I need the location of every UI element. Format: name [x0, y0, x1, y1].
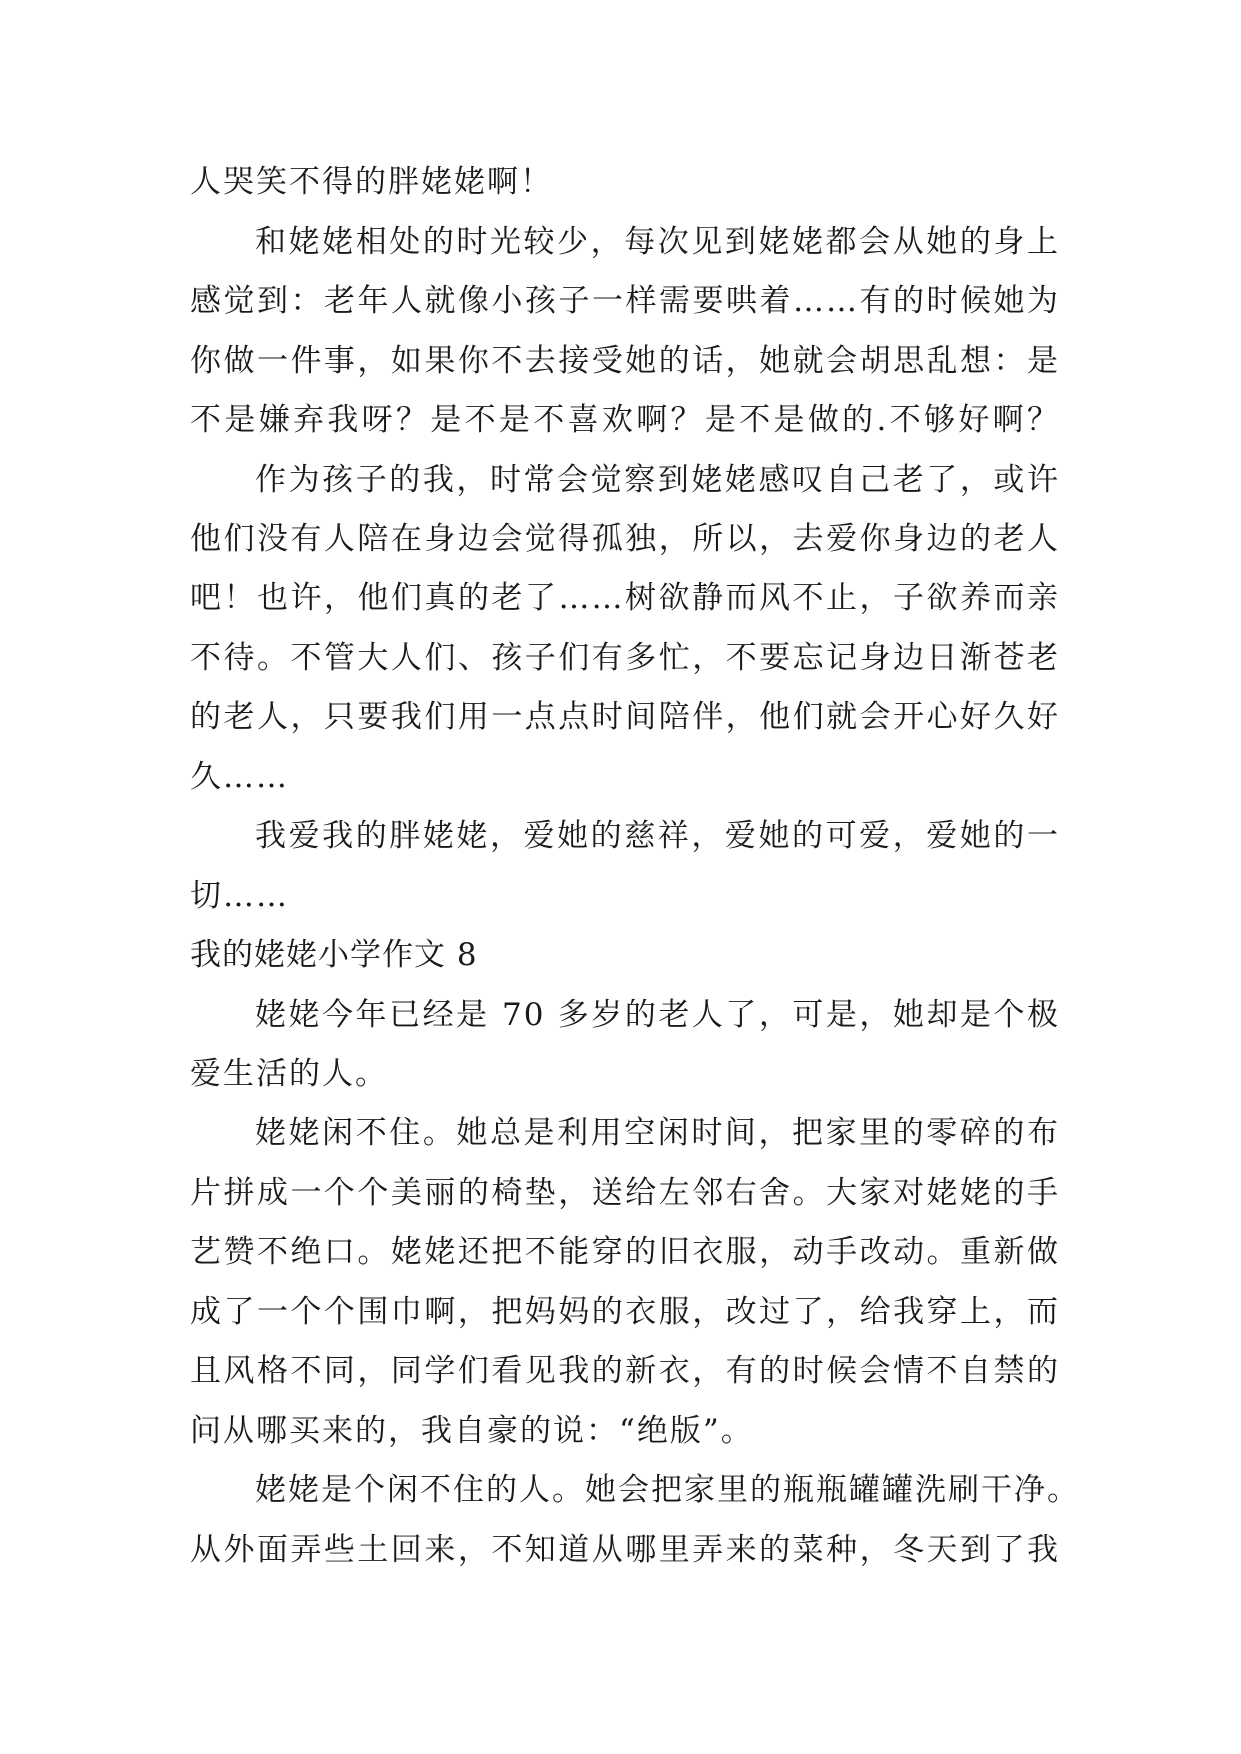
- text-line: 久……: [190, 759, 289, 795]
- text-line: 从外面弄些土回来，不知道从哪里弄来的菜种，冬天到了我: [190, 1532, 1060, 1568]
- text-line: 成了一个个围巾啊，把妈妈的衣服，改过了，给我穿上，而: [190, 1294, 1060, 1330]
- section-heading: 我的姥姥小学作文 8: [190, 937, 478, 973]
- text-line: 问从哪买来的，我自豪的说：“绝版”。: [190, 1413, 754, 1449]
- paragraph-first-line: 作为孩子的我，时常会觉察到姥姥感叹自己老了，或许: [255, 462, 1060, 498]
- text-line: 你做一件事，如果你不去接受她的话，她就会胡思乱想：是: [190, 343, 1060, 379]
- text-line: 的老人，只要我们用一点点时间陪伴，他们就会开心好久好: [190, 699, 1060, 735]
- text-line: 爱生活的人。: [190, 1056, 388, 1092]
- paragraph-first-line: 我爱我的胖姥姥，爱她的慈祥，爱她的可爱，爱她的一: [255, 818, 1060, 854]
- paragraph-first-line: 姥姥闲不住。她总是利用空闲时间，把家里的零碎的布: [255, 1115, 1060, 1151]
- text-line: 人哭笑不得的胖姥姥啊！: [190, 164, 553, 200]
- paragraph-first-line: 姥姥是个闲不住的人。她会把家里的瓶瓶罐罐洗刷干净。: [255, 1472, 1080, 1508]
- text-line: 片拼成一个个美丽的椅垫，送给左邻右舍。大家对姥姥的手: [190, 1175, 1060, 1211]
- text-line: 且风格不同，同学们看见我的新衣，有的时候会情不自禁的: [190, 1353, 1060, 1389]
- text-line: 艺赞不绝口。姥姥还把不能穿的旧衣服，动手改动。重新做: [190, 1234, 1060, 1270]
- text-line: 不是嫌弃我呀？是不是不喜欢啊？是不是做的.不够好啊？: [190, 402, 1060, 438]
- text-line: 不待。不管大人们、孩子们有多忙，不要忘记身边日渐苍老: [190, 640, 1060, 676]
- paragraph-first-line: 和姥姥相处的时光较少，每次见到姥姥都会从她的身上: [255, 224, 1060, 260]
- text-line: 他们没有人陪在身边会觉得孤独，所以，去爱你身边的老人: [190, 521, 1060, 557]
- paragraph-first-line: 姥姥今年已经是 70 多岁的老人了，可是，她却是个极: [255, 997, 1060, 1033]
- text-line: 切……: [190, 878, 289, 914]
- text-line: 感觉到：老年人就像小孩子一样需要哄着……有的时候她为: [190, 283, 1060, 319]
- text-line: 吧！也许，他们真的老了……树欲静而风不止，子欲养而亲: [190, 580, 1060, 616]
